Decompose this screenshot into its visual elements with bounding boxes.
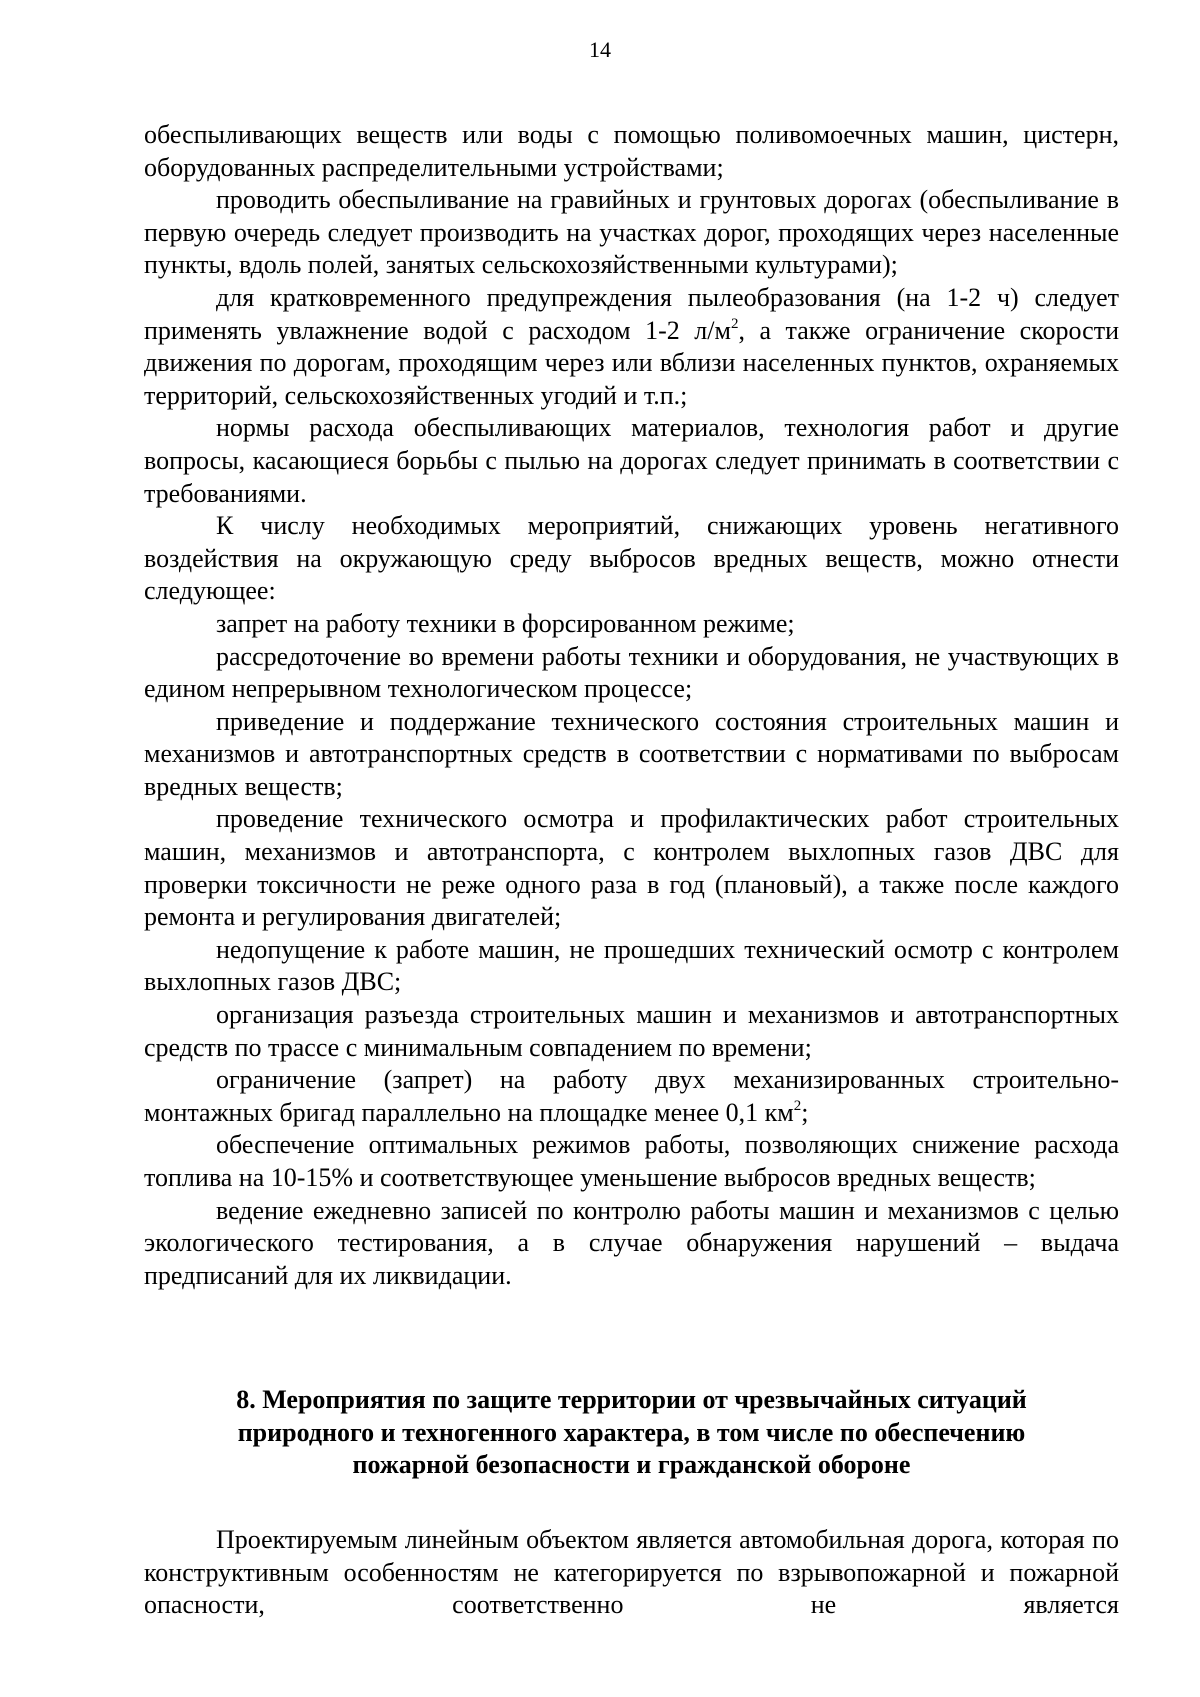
paragraph-time-dispersal: рассредоточение во времени работы техники и оборудования, не участвующих в едином непрерывном технологическом процессе; bbox=[144, 641, 1119, 704]
paragraph-daily-records: ведение ежедневно записей по контролю работы машин и механизмов с целью экологического тестирования, а в случае обнаружения нарушений – выдача предписаний для их ликвидации. bbox=[144, 1195, 1119, 1290]
paragraph-linear-object: Проектируемым линейным объектом является автомобильная дорога, которая по конструктивным особенностям не категорируется по взрывопожарной и пожарной опасности, соответственно не является bbox=[144, 1525, 1119, 1620]
section-heading-line: 8. Мероприятия по защите территории от чрезвычайных ситуаций bbox=[236, 1385, 1027, 1414]
paragraph-text: , а также ограничение скорости движения по дорогам, проходящим через или вблизи населенных пунктов, охраняемых территорий, сельскохозяйственных угодий и т.п.; bbox=[144, 315, 1119, 410]
paragraph-optimal-modes: обеспечение оптимальных режимов работы, позволяющих снижение расхода топлива на 10-15% и соответствующее уменьшение выбросов вредных веществ; bbox=[144, 1130, 1119, 1192]
paragraph-text: ограничение (запрет) на работу двух механизированных строительно-монтажных бригад параллельно на площадке менее 0,1 км bbox=[144, 1065, 1119, 1127]
section-heading-line: пожарной безопасности и гражданской обороне bbox=[352, 1450, 911, 1480]
superscript: 2 bbox=[730, 315, 739, 332]
paragraph-short-term-dust-prevention bbox=[144, 282, 1119, 412]
paragraph-technical-inspection: проведение технического осмотра и профилактических работ строительных машин, механизмов и автотранспорта, с контролем выхлопных газов ДВС для проверки токсичности не реже одного раза в год (плановый), а также после каждого ремонта и регулирования двигателей; bbox=[144, 804, 1119, 932]
paragraph-forced-mode-ban: запрет на работу техники в форсированном режиме; bbox=[216, 608, 795, 638]
paragraph-text: ; bbox=[801, 1097, 809, 1127]
paragraph-measures-intro: К числу необходимых мероприятий, снижающих уровень негативного воздействия на окружающую среду выбросов вредных веществ, можно отнести следующее: bbox=[144, 511, 1119, 606]
section-heading-line: природного и техногенного характера, в том числе по обеспечению bbox=[237, 1417, 1026, 1447]
paragraph-traffic-organization: организация разъезда строительных машин и механизмов и автотранспортных средств по трассе с минимальным совпадением по времени; bbox=[144, 1000, 1119, 1062]
paragraph-crew-restriction bbox=[144, 1064, 1119, 1129]
body-text bbox=[144, 119, 1119, 1292]
paragraph-consumption-norms: нормы расхода обеспыливающих материалов, технология работ и другие вопросы, касающиеся борьбы с пылью на дорогах следует принимать в соответствии с требованиями. bbox=[144, 413, 1119, 508]
paragraph-no-uninspected-machines: недопущение к работе машин, не прошедших технический осмотр с контролем выхлопных газов ДВС; bbox=[144, 934, 1119, 997]
superscript: 2 bbox=[793, 1097, 802, 1114]
section-body bbox=[144, 1524, 1119, 1622]
section-heading bbox=[144, 1384, 1119, 1482]
paragraph-text: для кратковременного предупреждения пылеобразования (на 1-2 ч) следует применять увлажнение водой с расходом 1-2 л/м bbox=[144, 282, 1119, 345]
page-number: 14 bbox=[589, 37, 611, 62]
paragraph-gravel-roads: проводить обеспыливание на гравийных и грунтовых дорогах (обеспыливание в первую очередь следует производить на участках дорог, проходящих через населенные пункты, вдоль полей, занятых сельскохозяйственными культурами); bbox=[144, 185, 1119, 280]
paragraph-technical-condition: приведение и поддержание технического состояния строительных машин и механизмов и автотранспортных средств в соответствии с нормативами по выбросам вредных веществ; bbox=[144, 706, 1119, 801]
paragraph-dust-agents: обеспыливающих веществ или воды с помощью поливомоечных машин, цистерн, оборудованных распределительными устройствами; bbox=[144, 120, 1119, 182]
